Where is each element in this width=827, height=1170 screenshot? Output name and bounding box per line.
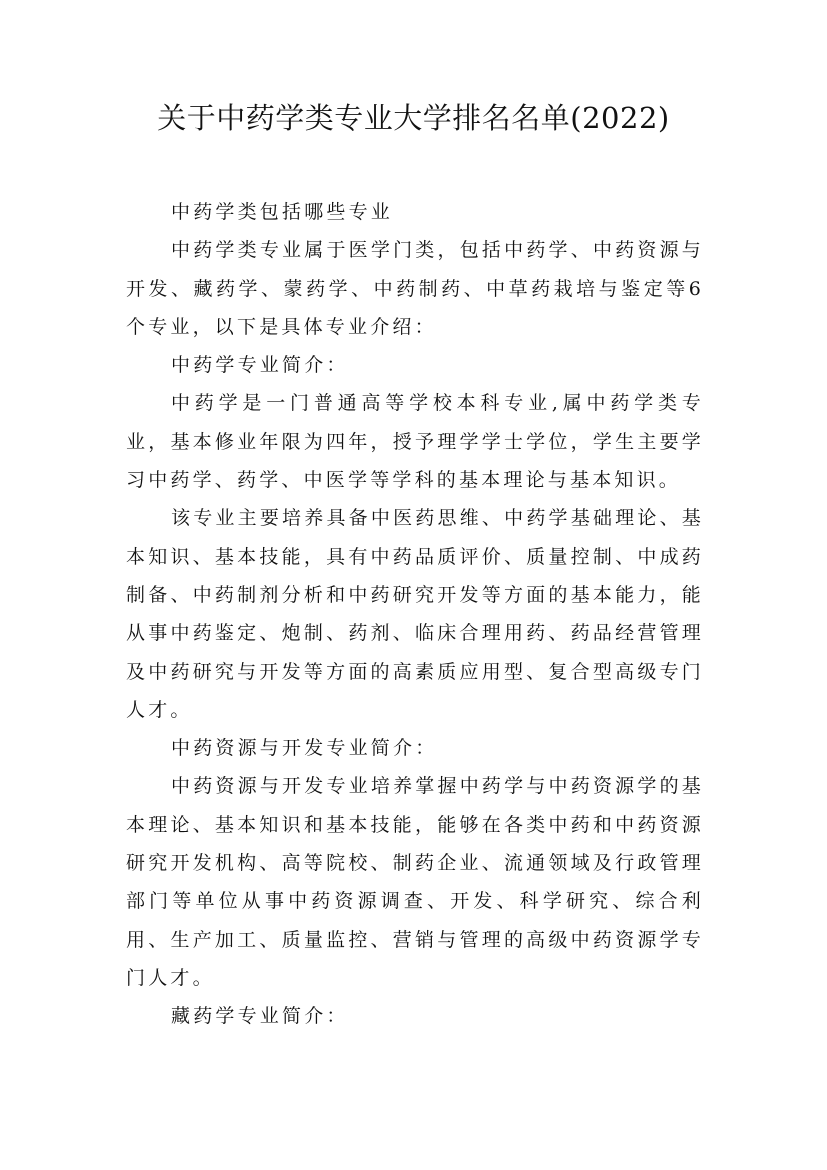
section-heading-tcm-resources: 中药资源与开发专业简介：: [171, 737, 438, 760]
section-heading-majors: 中药学类包括哪些专业: [171, 201, 394, 223]
paragraph-tcm-pharmacy-intro: 中药学是一门普通高等学校本科专业,属中药学类专业，基本修业年限为四年，授予理学学士学位，学生主要学习中药学、药学、中医学等学科的基本理论与基本知识。: [126, 392, 704, 492]
document-title: 关于中药学类专业大学排名名单(2022): [157, 101, 670, 135]
paragraph-overview: 中药学类专业属于医学门类，包括中药学、中药资源与开发、藏药学、蒙药学、中药制药、中草药栽培与鉴定等6个专业，以下是具体专业介绍：: [126, 239, 704, 338]
section-heading-tibetan-medicine: 藏药学专业简介：: [171, 1005, 349, 1028]
paragraph-tcm-pharmacy-goals: 该专业主要培养具备中医药思维、中药学基础理论、基本知识、基本技能，具有中药品质评价、质量控制、中成药制备、中药制剂分析和中药研究开发等方面的基本能力，能从事中药鉴定、炮制、药剂、临床合理用药、药品经营管理及中药研究与开发等方面的高素质应用型、复合型高级专门人才。: [126, 507, 704, 721]
document-body: [126, 193, 704, 1036]
section-heading-tcm-pharmacy: 中药学专业简介：: [171, 354, 349, 377]
paragraph-tcm-resources: 中药资源与开发专业培养掌握中药学与中药资源学的基本理论、基本知识和基本技能，能够在各类中药和中药资源研究开发机构、高等院校、制药企业、流通领域及行政管理部门等单位从事中药资源调查、开发、科学研究、综合利用、生产加工、质量监控、营销与管理的高级中药资源学专门人才。: [126, 775, 704, 989]
